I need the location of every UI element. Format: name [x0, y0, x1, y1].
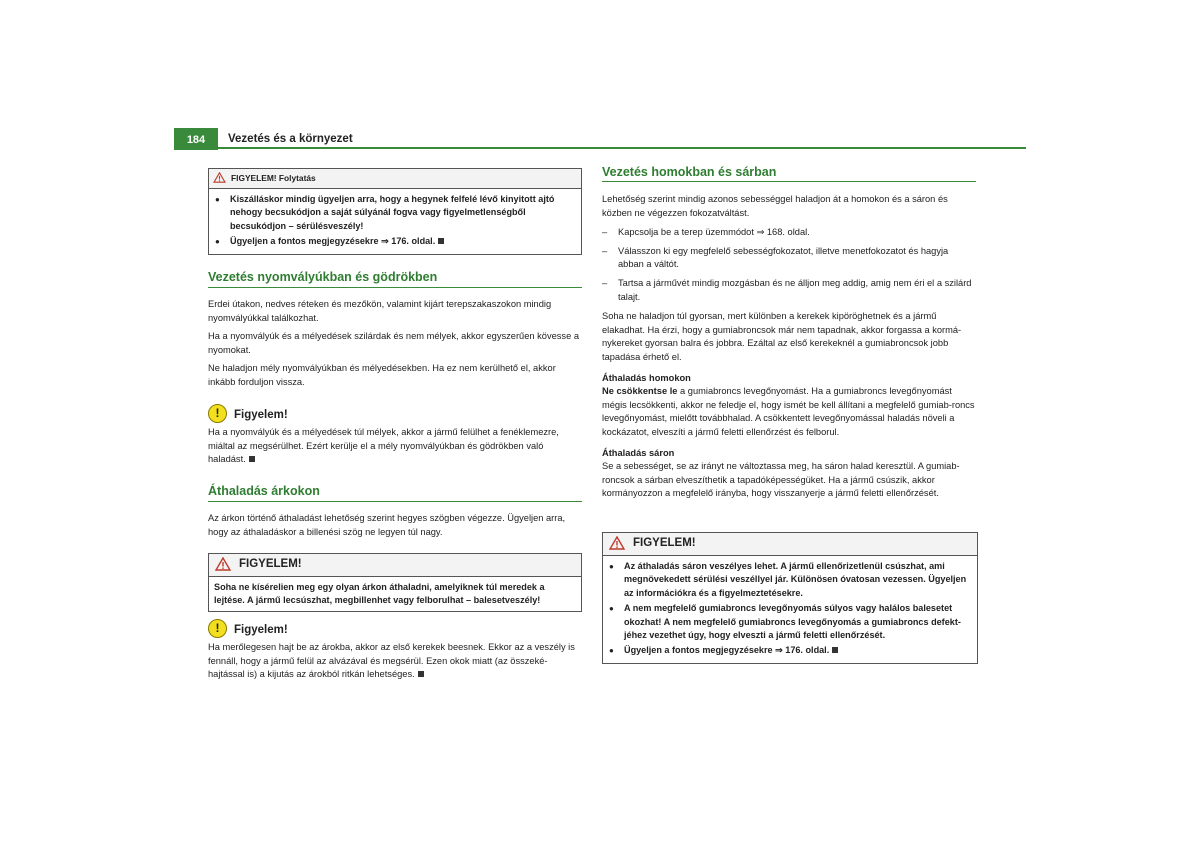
caution-text: Ha merőlegesen hajt be az árokba, akkor az első kerekek beesnek. Ekkor az a veszély is fennáll, hogy a jármű felül az alvázával és megsérül. Ezen okok miatt (az összeké-hajtással is) a kijutás az árokból ritkán lehetséges. [208, 642, 575, 680]
caution-icon: ! [208, 404, 227, 423]
warning-item: ● A nem megfelelő gumiabroncs levegőnyomás súlyos vagy halálos balesetet okozhat! A nem megfelelő gumiabroncs levegőnyomás a gumiabroncs defekt-jéhez vezethet úgy, hogy elveszti a jármű feletti ellenőrzését. [608, 602, 972, 642]
chapter-title: Vezetés és a környezet [228, 133, 353, 145]
paragraph: Lehetőség szerint mindig azonos sebességgel haladjon át a homokon és a sáron és közben ne végezzen fokozatváltást. [602, 194, 948, 218]
section-rule [602, 181, 976, 182]
section-title: Vezetés homokban és sárban [602, 165, 777, 179]
caution-icon: ! [208, 619, 227, 638]
warning-text: Soha ne kísérelien meg egy olyan árkon áthaladni, amelyiknek túl meredek a lejtése. A jármű lecsúszhat, megbillenhet vagy felborulhat – balesetveszély! [214, 582, 545, 606]
section-title: Vezetés nyomvályúkban és gödrökben [208, 270, 438, 284]
warning-triangle-icon [609, 536, 625, 550]
section-title: Áthaladás árkokon [208, 484, 320, 498]
page-number: 184 [174, 128, 218, 150]
warning-item: ● Ügyeljen a fontos megjegyzésekre ⇒ 176. oldal. [608, 644, 972, 657]
section-body [208, 512, 582, 539]
warning-header [209, 554, 581, 577]
continued-warning-box [208, 168, 582, 255]
warning-label: FIGYELEM! [633, 537, 696, 549]
warning-header [209, 169, 581, 189]
warning-label: FIGYELEM! Folytatás [231, 173, 316, 183]
warning-triangle-icon [213, 172, 226, 183]
end-square-icon [832, 647, 838, 653]
section-rule [208, 501, 582, 502]
warning-body [209, 577, 581, 611]
step-list [602, 226, 976, 304]
end-square-icon [418, 671, 424, 677]
list-item: – Válasszon ki egy megfelelő sebességfokozatot, illetve menetfokozatot és hagyja abban a váltót. [602, 245, 976, 272]
paragraph: Ne csökkentse le a gumiabroncs levegőnyomást. Ha a gumiabroncs levegőnyomást mégis lecsökkenti, akkor ne feledje el, hogy ismét be kell állítani a megfelelő gumiab-roncs levegőnyomást, mielőtt továbbhalad. A csökkentett levegőnyomással haladás növeli a kockázatot, elveszíti a jármű feletti ellenőrzést és felborul. [602, 386, 975, 437]
warning-triangle-icon [215, 557, 231, 571]
warning-header [603, 533, 977, 556]
subheading: Áthaladás homokon [602, 372, 691, 383]
header-rule [218, 147, 1026, 149]
paragraph: Se a sebességet, se az irányt ne változtassa meg, ha sáron halad keresztül. A gumiab-roncsok a sárban elveszíthetik a tapadóképességüket. Ha a jármű csúszik, akkor kormányozzon a megfelelő irányba, hogy visszanyerje a jármű feletti ellenőrzését. [602, 461, 960, 499]
page-header [174, 128, 1026, 150]
section-rule [208, 287, 582, 288]
end-square-icon [249, 456, 255, 462]
paragraph: Ha a nyomvályúk és a mélyedések szilárdak és nem mélyek, akkor egyszerűen kövesse a nyomokat. [208, 331, 580, 355]
warning-box [208, 553, 582, 612]
paragraph: Soha ne haladjon túl gyorsan, mert különben a kerekek kipöröghetnek és a jármű elakadhat. Ha érzi, hogy a gumiabroncsok már nem tapadnak, akkor forgassa a kormá-nykereket gyorsan balra és jobbra. Ezáltal az első kerekeknél a gumiabroncsok jobb tapadása érhető el. [602, 311, 962, 362]
list-item: – Kapcsolja be a terep üzemmódot ⇒ 168. oldal. [602, 226, 976, 240]
warning-item: ● Az áthaladás sáron veszélyes lehet. A jármű ellenőrizetlenül csúszhat, ami megnövekedett sérülési veszéllyel jár. Különösen óvatosan vezessen. Ügyeljen az információkra és a figyelmeztetésekre. [608, 560, 972, 600]
warning-body [603, 556, 977, 663]
paragraph: Ne haladjon mély nyomvályúkban és mélyedésekben. Ha ez nem kerülhető el, akkor inkább forduljon vissza. [208, 363, 556, 387]
section-body [602, 193, 976, 501]
warning-body [209, 189, 581, 254]
subheading: Áthaladás sáron [602, 447, 675, 458]
warning-item: ● Kiszálláskor mindig ügyeljen arra, hogy a hegynek felfelé lévő kinyitott ajtó nehogy becsukódjon a saját súlyánál fogva vagy figyelmetlenségből becsukódjon – sérülésveszély! [214, 193, 576, 233]
warning-item: ● Ügyeljen a fontos megjegyzésekre ⇒ 176. oldal. [214, 235, 576, 248]
caution-title: Figyelem! [234, 409, 288, 421]
caution-title: Figyelem! [234, 624, 288, 636]
paragraph: Erdei útakon, nedves réteken és mezőkön, valamint kijárt terepszakaszokon mindig nyomvályúkkal találkozhat. [208, 299, 552, 323]
paragraph: Az árkon történő áthaladást lehetőség szerint hegyes szögben végezze. Ügyeljen arra, hogy az áthaladáskor a billenési szög ne legyen túl nagy. [208, 513, 566, 537]
warning-box [602, 532, 978, 664]
caution-text: Ha a nyomvályúk és a mélyedések túl mélyek, akkor a jármű felülhet a fenéklemezre, miáltal az megsérülhet. Ezért kerülje el a mély nyomvályúkban és gödrökben való haladást. [208, 427, 559, 465]
section-body [208, 298, 582, 390]
end-square-icon [438, 238, 444, 244]
warning-label: FIGYELEM! [239, 558, 302, 570]
list-item: – Tartsa a járművét mindig mozgásban és ne álljon meg addig, amig nem éri el a szilárd talajt. [602, 277, 976, 304]
